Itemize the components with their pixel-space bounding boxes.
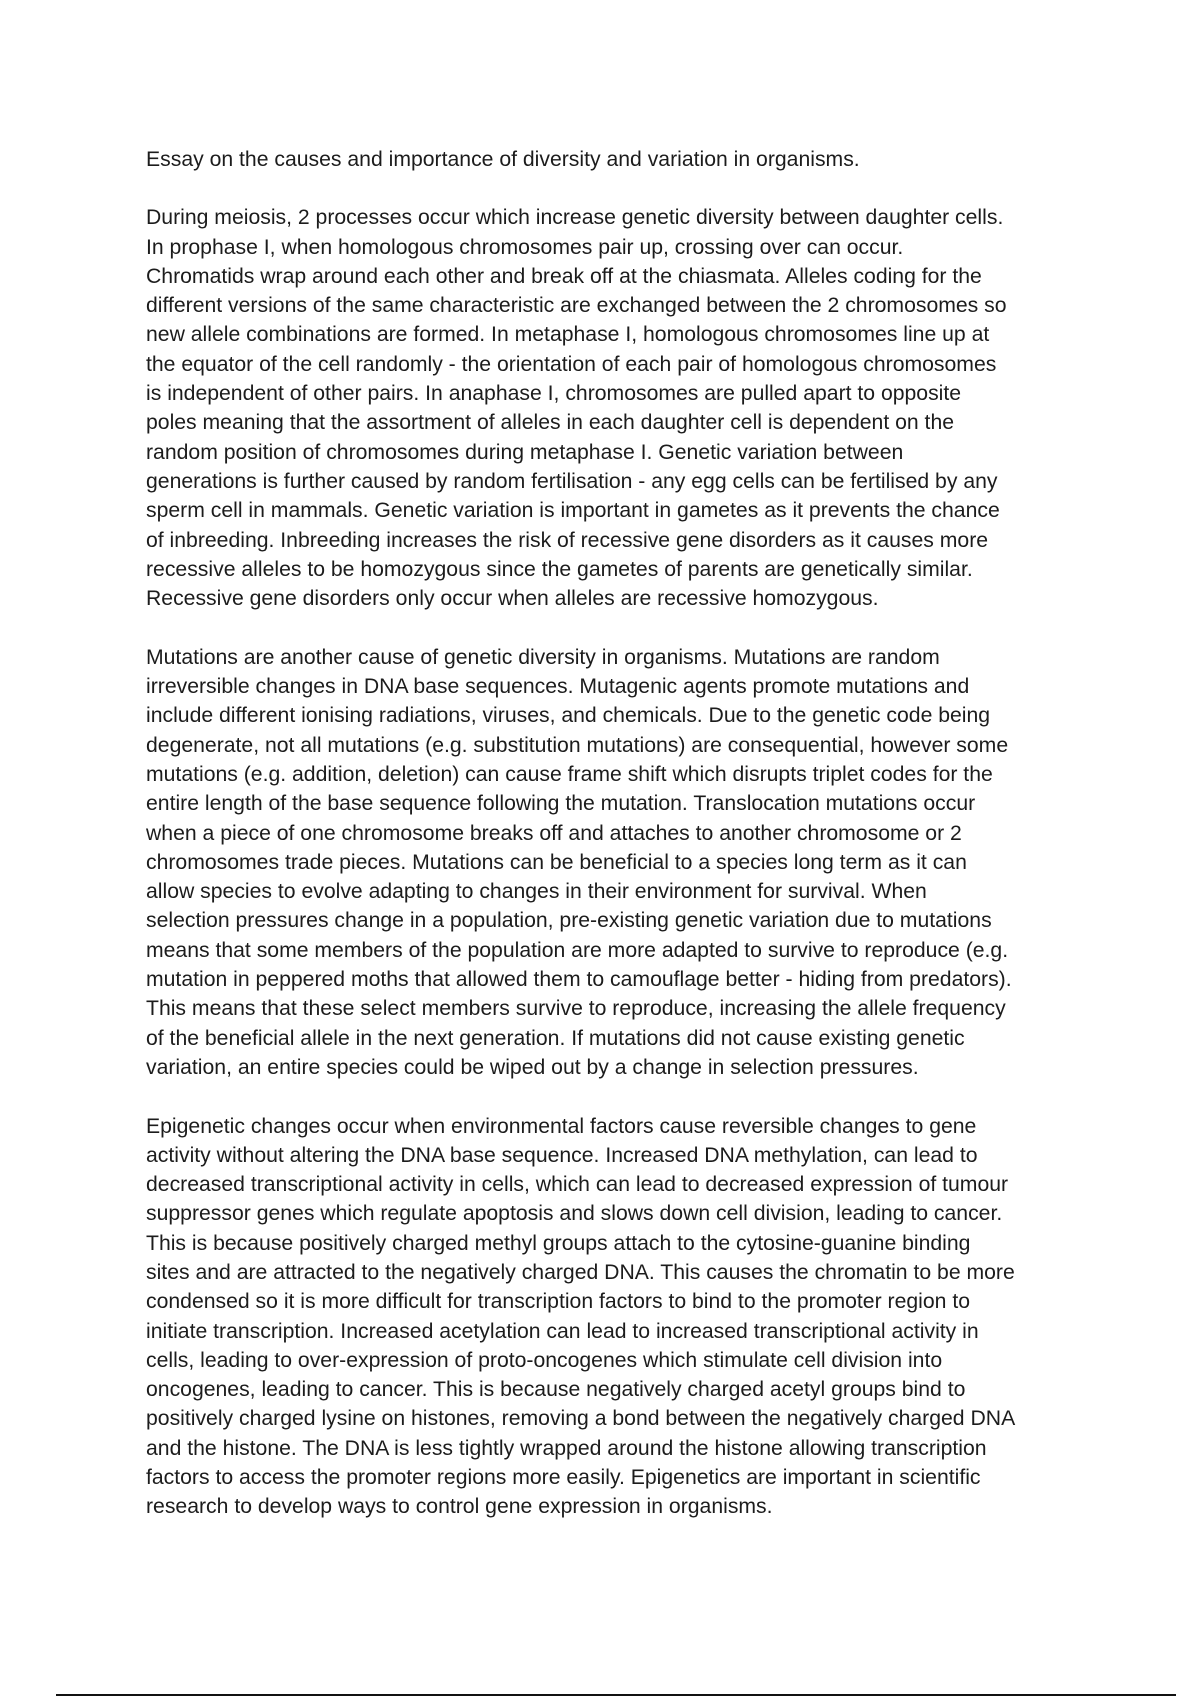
text-line: new allele combinations are formed. In metaphase I, homologous chromosomes line up at	[146, 323, 990, 347]
text-line: generations is further caused by random fertilisation - any egg cells can be fertilised by any	[146, 469, 998, 493]
text-line: is independent of other pairs. In anaphase I, chromosomes are pulled apart to opposite	[146, 382, 962, 406]
text-line: and the histone. The DNA is less tightly wrapped around the histone allowing transcription	[146, 1436, 987, 1460]
text-line: of inbreeding. Inbreeding increases the risk of recessive gene disorders as it causes more	[146, 528, 989, 552]
text-line: initiate transcription. Increased acetylation can lead to increased transcriptional activity in	[146, 1319, 979, 1343]
text-line: when a piece of one chromosome breaks off and attaches to another chromosome or 2	[146, 821, 962, 845]
text-line: poles meaning that the assortment of alleles in each daughter cell is dependent on the	[146, 411, 955, 435]
text-line: positively charged lysine on histones, removing a bond between the negatively charged DNA	[146, 1407, 1016, 1431]
text-line: Epigenetic changes occur when environmental factors cause reversible changes to gene	[146, 1114, 977, 1138]
text-line: This is because positively charged methyl groups attach to the cytosine-guanine binding	[146, 1231, 971, 1255]
text-line: chromosomes trade pieces. Mutations can be beneficial to a species long term as it can	[146, 850, 967, 874]
text-line: irreversible changes in DNA base sequences. Mutagenic agents promote mutations and	[146, 675, 970, 699]
text-line: different versions of the same characteristic are exchanged between the 2 chromosomes so	[146, 294, 1007, 318]
text-line: sites and are attracted to the negatively charged DNA. This causes the chromatin to be more	[146, 1260, 1015, 1284]
text-line: During meiosis, 2 processes occur which increase genetic diversity between daughter cells.	[146, 206, 1004, 230]
text-line: Mutations are another cause of genetic diversity in organisms. Mutations are random	[146, 645, 940, 669]
text-line: degenerate, not all mutations (e.g. substitution mutations) are consequential, however some	[146, 733, 1009, 757]
essay-paragraphs	[146, 203, 1061, 1521]
text-line: of the beneficial allele in the next generation. If mutations did not cause existing genetic	[146, 1026, 965, 1050]
page-bottom-divider	[56, 1694, 1176, 1696]
text-line: variation, an entire species could be wiped out by a change in selection pressures.	[146, 1055, 919, 1079]
text-line: In prophase I, when homologous chromosomes pair up, crossing over can occur.	[146, 235, 904, 259]
text-line: mutations (e.g. addition, deletion) can cause frame shift which disrupts triplet codes for the	[146, 762, 993, 786]
text-line: This means that these select members survive to reproduce, increasing the allele frequency	[146, 997, 1006, 1021]
text-line: oncogenes, leading to cancer. This is because negatively charged acetyl groups bind to	[146, 1378, 966, 1402]
text-line: recessive alleles to be homozygous since the gametes of parents are genetically similar.	[146, 557, 973, 581]
text-line: cells, leading to over-expression of proto-oncogenes which stimulate cell division into	[146, 1348, 943, 1372]
paragraph-meiosis	[146, 203, 1061, 613]
text-line: Recessive gene disorders only occur when alleles are recessive homozygous.	[146, 587, 879, 611]
text-line: entire length of the base sequence following the mutation. Translocation mutations occur	[146, 792, 976, 816]
text-line: means that some members of the population are more adapted to survive to reproduce (e.g.	[146, 938, 1009, 962]
text-line: include different ionising radiations, viruses, and chemicals. Due to the genetic code being	[146, 704, 991, 728]
text-line: factors to access the promoter regions more easily. Epigenetics are important in scientific	[146, 1466, 981, 1490]
text-line: suppressor genes which regulate apoptosis and slows down cell division, leading to cancer.	[146, 1202, 1003, 1226]
text-line: decreased transcriptional activity in cells, which can lead to decreased expression of tumour	[146, 1173, 1009, 1197]
text-line: condensed so it is more difficult for transcription factors to bind to the promoter region to	[146, 1290, 970, 1314]
text-line: random position of chromosomes during metaphase I. Genetic variation between	[146, 440, 904, 464]
text-line: Chromatids wrap around each other and break off at the chiasmata. Alleles coding for the	[146, 264, 982, 288]
paragraph-epigenetics	[146, 1112, 1061, 1522]
text-line: mutation in peppered moths that allowed them to camouflage better - hiding from predators).	[146, 968, 1012, 992]
essay-title: Essay on the causes and importance of diversity and variation in organisms.	[146, 148, 860, 171]
document-body	[146, 145, 1061, 1551]
text-line: allow species to evolve adapting to changes in their environment for survival. When	[146, 880, 927, 904]
text-line: selection pressures change in a population, pre-existing genetic variation due to mutations	[146, 909, 992, 933]
text-line: activity without altering the DNA base sequence. Increased DNA methylation, can lead to	[146, 1143, 978, 1167]
paragraph-mutations	[146, 643, 1061, 1082]
text-line: sperm cell in mammals. Genetic variation is important in gametes as it prevents the chance	[146, 499, 1000, 523]
text-line: the equator of the cell randomly - the orientation of each pair of homologous chromosomes	[146, 352, 997, 376]
text-line: research to develop ways to control gene expression in organisms.	[146, 1495, 773, 1519]
